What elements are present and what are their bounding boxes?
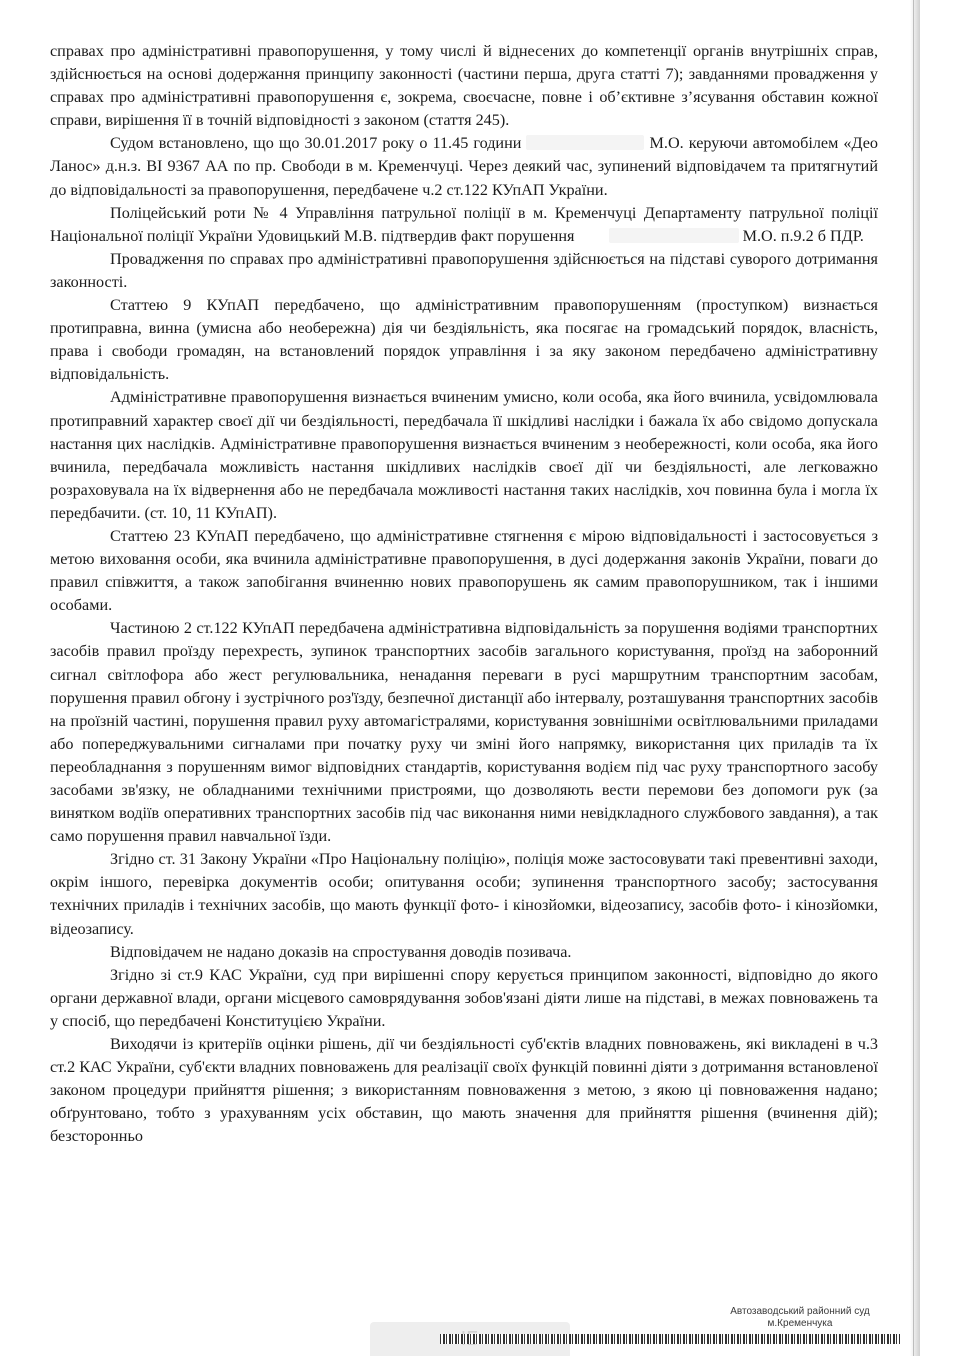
paragraph-8: Частиною 2 ст.122 КУпАП передбачена адміністративна відповідальність за порушення водіями транспортних засобів правил проїзду перехресть, зупинок транспортних засобів загального користування, проїзд на заборонний сигнал світлофора або жест регулювальника, ненадання переваги в русі маршрутним транспортним засобам, порушення правил обгону і зустрічного роз'їзду, безпечної дистанції або інтервалу, розташування транспортних засобів на проїзній частині, порушення правил руху автомагістралями, користування зовнішніми освітлювальними приладами або попереджувальними сигналами при початку руху чи зміні його напрямку, використання цих приладів та їх переобладнання з порушенням вимог відповідних стандартів, користування водієм під час руху транспортного засобу засобами зв'язку, не обладнаними технічними пристроями, що дозволяють вести перемови без допомоги рук (за винятком водіїв оперативних транспортних засобів під час виконання ними невідкладного службового завдання), а так само порушення правил навчальної їзди. [50, 619, 878, 846]
paragraph-2-start: Судом встановлено, що що 30.01.2017 року о 11.45 години [110, 134, 522, 153]
paragraph-3 [50, 202, 878, 248]
redacted-name [609, 228, 739, 243]
court-stamp-line-1: Автозаводський районний суд [730, 1306, 870, 1317]
page-edge [910, 0, 920, 1356]
paragraph-3-start: Поліцейський роти № 4 Управління патрульної поліції в м. Кременчуці Департаменту патрульної поліції Національної поліції України Удовицький М.В. підтвердив факт порушення [50, 203, 878, 245]
court-stamp [700, 1306, 900, 1330]
paragraph-11: Згідно зі ст.9 КАС України, суд при вирішенні спору керується принципом законності, відповідно до якого органи державної влади, органи місцевого самоврядування зобов'язані діяти лише на підставі, в межах повноважень та у спосіб, що передбачені Конституцією України. [50, 965, 878, 1030]
paragraph-7: Статтею 23 КУпАП передбачено, що адміністративне стягнення є мірою відповідальності і застосовується з метою виховання особи, яка вчинила адміністративне правопорушення, в дусі додержання законів України, поваги до правил співжиття, а також запобігання вчиненню нових правопорушень як самим правопорушником, так і іншими особами. [50, 526, 878, 615]
paragraph-2-end: М.О. керуючи автомобілем «Део Ланос» д.н.з. ВІ 9367 АА по пр. Свободи в м. Кременчуці. Через деякий час, зупинений відповідачем та притягнутий до відповідальності за правопорушення, передбачене ч.2 ст.122 КУпАП України. [50, 134, 878, 199]
paragraph-12: Виходячи із критеріїв оцінки рішень, дії чи бездіяльності суб'єктів владних повноважень, які викладені в ч.3 ст.2 КАС України, суб'єкти владних повноважень для реалізації своїх функцій повинні діяти з дотримання встановленої законом процедури прийняття рішення; з використанням повноваження з метою, з якою ці повноваження надано; обґрунтовано, тобто з урахуванням усіх обставин, що мають значення для прийняття рішення (вчинення дій); безсторонньо [50, 1035, 878, 1146]
page-edge-line [913, 0, 914, 1356]
paragraph-4: Провадження по справах про адміністративні правопорушення здійснюється на підставі суворого дотримання законності. [50, 249, 878, 291]
barcode [440, 1334, 900, 1344]
paragraph-9: Згідно ст. 31 Закону України «Про Національну поліцію», поліція може застосовувати такі превентивні заходи, окрім іншого, перевірка документів особи; опитування особи; зупинення транспортного засобу; застосування технічних приладів і технічних засобів, що мають функції фото- і кінозйомки, відеозапису, засобів фото- і кінозйомки, відеозапису. [50, 850, 878, 938]
paragraph-1: справах про адміністративні правопорушення, у тому числі й віднесених до компетенції органів внутрішніх справ, здійснюється на основі додержання принципу законності (частини перша, друга статті 7); завданнями провадження у справах про адміністративні правопорушення є, зокрема, своєчасне, повне і об’єктивне з’ясування обставин кожної справи, вирішення її в точній відповідності з законом (стаття 245). [50, 42, 878, 130]
redacted-name [526, 135, 644, 150]
paragraph-10: Відповідачем не надано доказів на спростування доводів позивача. [110, 942, 572, 961]
paragraph-5: Статтею 9 КУпАП передбачено, що адміністративним правопорушенням (проступком) визнається протиправна, винна (умисна або необережна) дія чи бездіяльність, яка посягає на громадський порядок, власність, права і свободи громадян, на встановлений порядок управління і за яку законом передбачено адміністративну відповідальність. [50, 296, 878, 384]
paragraph-6: Адміністративне правопорушення визнається вчиненим умисно, коли особа, яка його вчинила, усвідомлювала протиправний характер своєї дії чи бездіяльності, передбачала її шкідливі наслідки і бажала їх або свідомо допускала настання цих наслідків. Адміністративне правопорушення визнається вчиненим з необережності, коли особа, яка його вчинила, передбачала можливість настання шкідливих наслідків своєї дії чи бездіяльності, але легковажно розраховувала на їх відвернення або не передбачала можливості настання таких наслідків, хоч повинна була і могла їх передбачити. (ст. 10, 11 КУпАП). [50, 388, 878, 522]
paragraph-3-end: М.О. п.9.2 б ПДР. [742, 226, 864, 245]
paragraph-2 [50, 132, 878, 201]
court-stamp-line-2: м.Кременчука [767, 1318, 833, 1329]
document-body [50, 40, 878, 1149]
